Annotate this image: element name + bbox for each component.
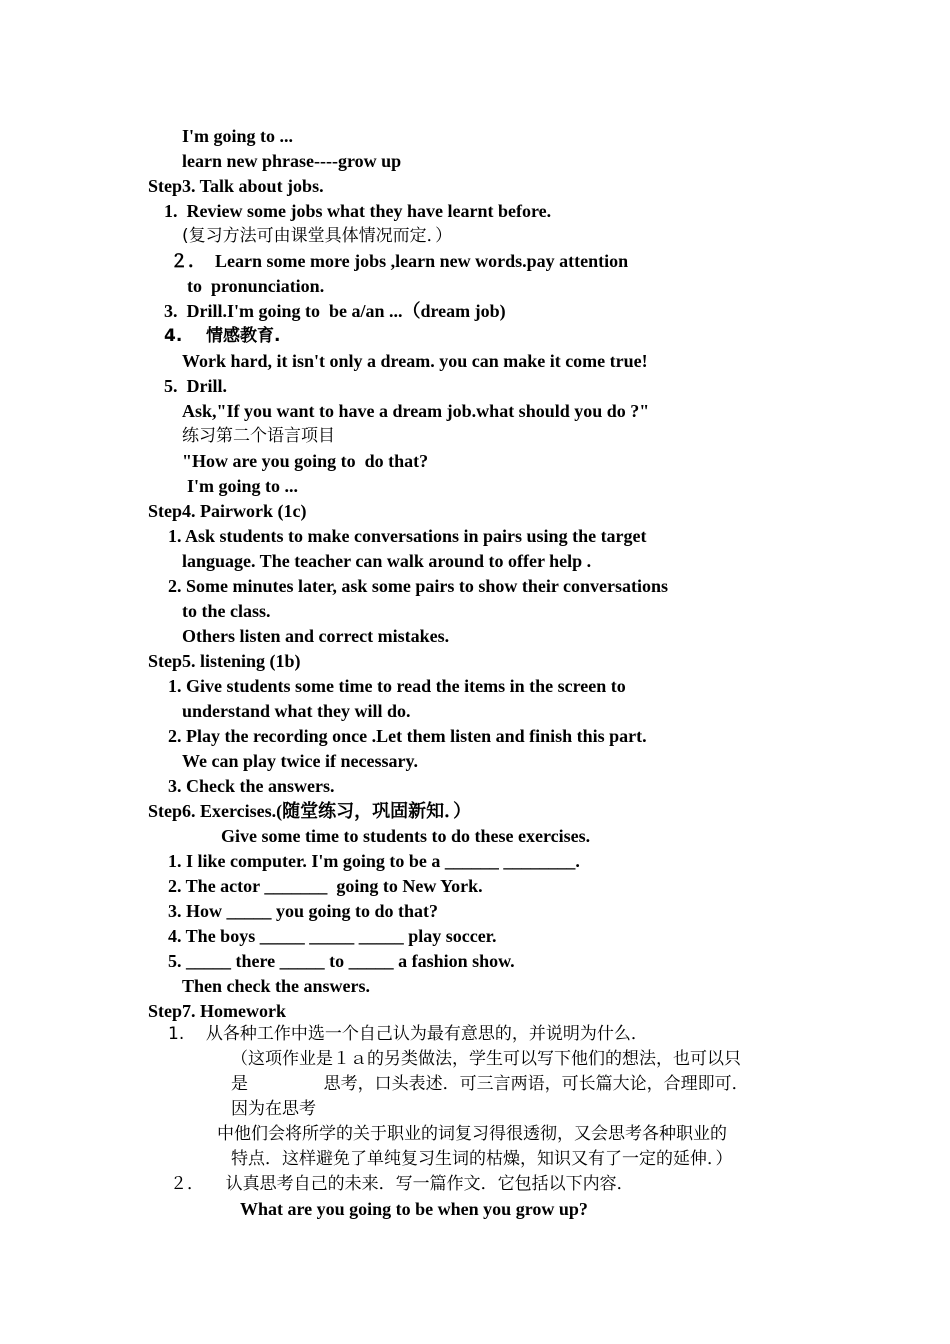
- step-heading: Step4. Pairwork (1c): [148, 501, 307, 521]
- step-heading: Step7. Homework: [148, 1001, 286, 1021]
- text-line: 3. Check the answers.: [168, 776, 335, 796]
- text-line: 是 思考，口头表述．可三言两语，可长篇大论，合理即可．: [231, 1074, 749, 1094]
- text-line: to pronunciation.: [187, 276, 325, 296]
- text-line: 因为在思考: [231, 1099, 316, 1119]
- text-line: "How are you going to do that?: [182, 451, 429, 471]
- text-line: Then check the answers.: [182, 976, 370, 996]
- text-line: 2. Play the recording once .Let them listen and finish this part.: [168, 726, 647, 746]
- exercise-item: 5. _____ there _____ to _____ a fashion show.: [168, 951, 515, 971]
- text-line: learn new phrase----grow up: [182, 151, 402, 171]
- text-line: I'm going to ...: [182, 126, 294, 146]
- text-line: (复习方法可由课堂具体情况而定．）: [182, 226, 453, 246]
- text-line: understand what they will do.: [182, 701, 411, 721]
- text-line: Others listen and correct mistakes.: [182, 626, 450, 646]
- text-line: 1. 从各种工作中选一个自己认为最有意思的，并说明为什么．: [168, 1024, 648, 1044]
- text-line: ２． 认真思考自己的未来．写一篇作文．它包括以下内容．: [170, 1174, 634, 1194]
- text-line: 2. Some minutes later, ask some pairs to show their conversations: [168, 576, 668, 596]
- text-line: What are you going to be when you grow up?: [240, 1199, 588, 1219]
- text-line: 特点．这样避免了单纯复习生词的枯燥，知识又有了一定的延伸．）: [231, 1149, 733, 1169]
- text-line: 4. 情感教育.: [164, 326, 281, 346]
- text-line: 5. Drill.: [164, 376, 227, 396]
- exercise-item: 1. I like computer. I'm going to be a ______ ________.: [168, 851, 580, 871]
- text-line: 1. Ask students to make conversations in pairs using the target: [168, 526, 647, 546]
- text-line: 1. Give students some time to read the items in the screen to: [168, 676, 626, 696]
- text-line: 3. Drill.I'm going to be a/an ...（dream job): [164, 301, 506, 321]
- exercise-item: 4. The boys _____ _____ _____ play soccer.: [168, 926, 497, 946]
- text-line: 练习第二个语言项目: [182, 426, 335, 446]
- text-line: We can play twice if necessary.: [182, 751, 418, 771]
- exercise-item: 2. The actor _______ going to New York.: [168, 876, 483, 896]
- text-line: I'm going to ...: [187, 476, 299, 496]
- text-line: language. The teacher can walk around to offer help .: [182, 551, 592, 571]
- step-heading: Step3. Talk about jobs.: [148, 176, 324, 196]
- text-line: Ask,"If you want to have a dream job.what should you do ?": [182, 401, 650, 421]
- step-heading: Step6. Exercises.(随堂练习，巩固新知．）: [148, 801, 472, 821]
- exercise-item: 3. How _____ you going to do that?: [168, 901, 439, 921]
- text-line: Give some time to students to do these exercises.: [221, 826, 591, 846]
- text-line: 中他们会将所学的关于职业的词复习得很透彻，又会思考各种职业的: [217, 1124, 727, 1144]
- text-line: （这项作业是１ａ的另类做法，学生可以写下他们的想法，也可以只: [231, 1049, 741, 1069]
- step-heading: Step5. listening (1b): [148, 651, 301, 671]
- text-line: Work hard, it isn't only a dream. you can make it come true!: [182, 351, 648, 371]
- text-line: ２． Learn some more jobs ,learn new words.pay attention: [170, 251, 629, 271]
- text-line: to the class.: [182, 601, 271, 621]
- text-line: 1. Review some jobs what they have learnt before.: [164, 201, 552, 221]
